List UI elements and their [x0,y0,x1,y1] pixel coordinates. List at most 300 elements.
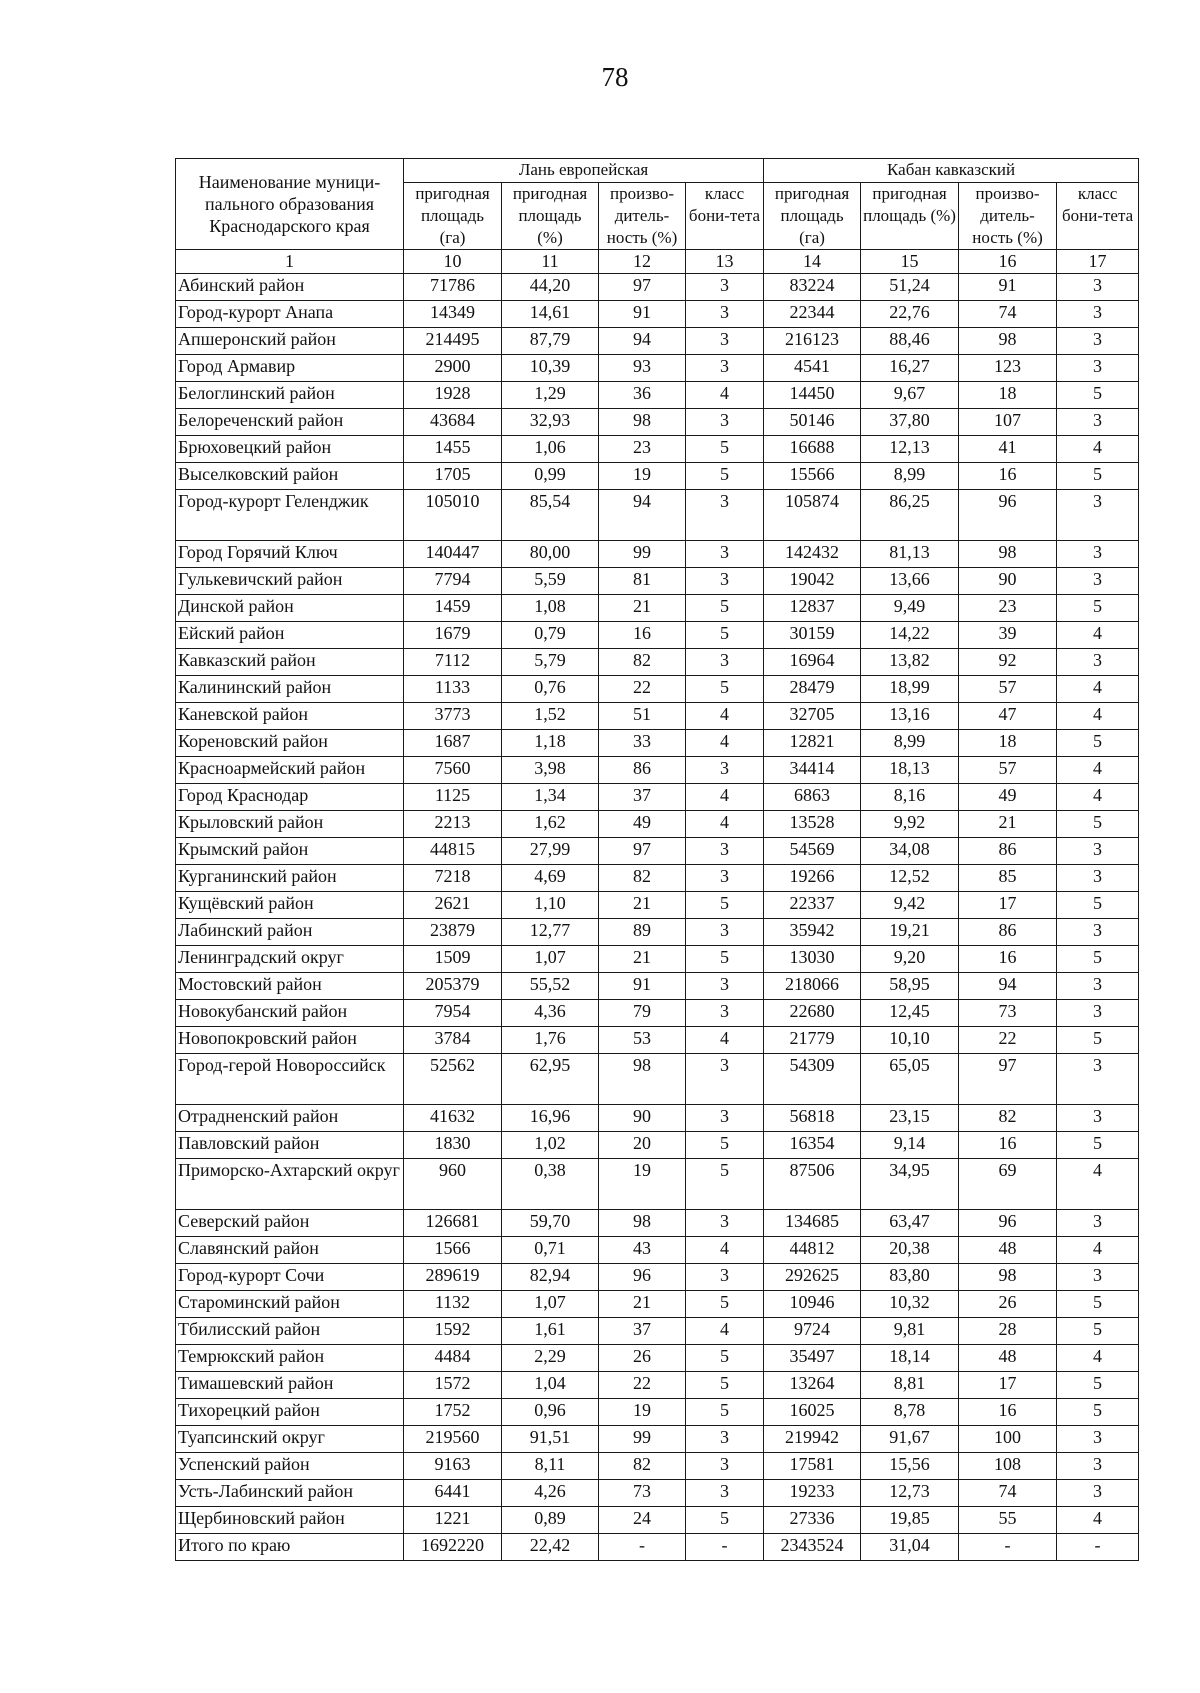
value-cell: 16964 [764,649,861,676]
value-cell: 4 [686,1027,764,1054]
value-cell: 94 [599,328,686,355]
game-suitability-table [175,158,1139,1561]
value-cell: 89 [599,919,686,946]
value-cell: 16354 [764,1132,861,1159]
value-cell: 87,79 [502,328,599,355]
value-cell: 1692220 [404,1534,502,1561]
value-cell: 3 [1057,919,1139,946]
value-cell: 34,08 [861,838,959,865]
value-cell: 19 [599,1399,686,1426]
value-cell: 4 [686,1237,764,1264]
value-cell: 2,29 [502,1345,599,1372]
table-row [176,1210,1139,1237]
value-cell: 1572 [404,1372,502,1399]
value-cell: 32705 [764,703,861,730]
value-cell: 80,00 [502,541,599,568]
value-cell: 13030 [764,946,861,973]
municipality-name-cell: Успенский район [176,1453,404,1480]
table-row [176,436,1139,463]
municipality-name-cell: Славянский район [176,1237,404,1264]
value-cell: 5 [686,622,764,649]
value-cell: 1705 [404,463,502,490]
table-row [176,355,1139,382]
value-cell: 3 [686,1264,764,1291]
value-cell: 7560 [404,757,502,784]
value-cell: 12,45 [861,1000,959,1027]
value-cell: 10,39 [502,355,599,382]
table-body [176,274,1139,1561]
value-cell: 17581 [764,1453,861,1480]
value-cell: 19,21 [861,919,959,946]
value-cell: 0,79 [502,622,599,649]
value-cell: 55 [959,1507,1057,1534]
value-cell: 9,49 [861,595,959,622]
municipality-name-cell: Северский район [176,1210,404,1237]
value-cell: 13264 [764,1372,861,1399]
value-cell: 5 [1057,730,1139,757]
value-cell: 16,27 [861,355,959,382]
municipality-name-cell: Отрадненский район [176,1105,404,1132]
value-cell: 1455 [404,436,502,463]
value-cell: 94 [959,973,1057,1000]
value-cell: 0,89 [502,1507,599,1534]
municipality-name-cell: Усть-Лабинский район [176,1480,404,1507]
municipality-name-cell: Курганинский район [176,865,404,892]
value-cell: 34,95 [861,1159,959,1210]
column-number: 10 [404,250,502,274]
value-cell: 3 [686,919,764,946]
value-cell: 54309 [764,1054,861,1105]
value-cell: 3773 [404,703,502,730]
value-cell: 105010 [404,490,502,541]
value-cell: 44815 [404,838,502,865]
table-row [176,919,1139,946]
value-cell: 3 [1057,1426,1139,1453]
value-cell: 9,67 [861,382,959,409]
value-cell: 22,42 [502,1534,599,1561]
value-cell: 0,38 [502,1159,599,1210]
table-row [176,892,1139,919]
value-cell: 5 [1057,1132,1139,1159]
value-cell: 3 [686,1105,764,1132]
municipality-name-cell: Кавказский район [176,649,404,676]
value-cell: 16 [959,946,1057,973]
value-cell: 108 [959,1453,1057,1480]
municipality-name-cell: Город Горячий Ключ [176,541,404,568]
value-cell: 13,16 [861,703,959,730]
municipality-name-cell: Итого по краю [176,1534,404,1561]
value-cell: 87506 [764,1159,861,1210]
value-cell: 0,71 [502,1237,599,1264]
value-cell: 7218 [404,865,502,892]
value-cell: 22 [959,1027,1057,1054]
table-row [176,1507,1139,1534]
municipality-name-cell: Калининский район [176,676,404,703]
value-cell: 22680 [764,1000,861,1027]
value-cell: 98 [599,409,686,436]
value-cell: 22 [599,1372,686,1399]
value-cell: 219560 [404,1426,502,1453]
value-cell: 98 [959,1264,1057,1291]
value-cell: 49 [959,784,1057,811]
value-cell: 16 [599,622,686,649]
value-cell: 3 [1057,409,1139,436]
municipality-name-cell: Лабинский район [176,919,404,946]
value-cell: 41 [959,436,1057,463]
table-row [176,811,1139,838]
value-cell: 91 [599,301,686,328]
value-cell: 20 [599,1132,686,1159]
value-cell: 3 [686,1210,764,1237]
municipality-name-cell: Тихорецкий район [176,1399,404,1426]
value-cell: 8,99 [861,463,959,490]
value-cell: 5 [686,1291,764,1318]
value-cell: 43 [599,1237,686,1264]
value-cell: 48 [959,1237,1057,1264]
value-cell: 1,76 [502,1027,599,1054]
sub-header: произво-дитель-ность (%) [599,183,686,250]
value-cell: 3 [1057,1105,1139,1132]
value-cell: 1,18 [502,730,599,757]
value-cell: 5 [1057,1027,1139,1054]
value-cell: 214495 [404,328,502,355]
value-cell: 3 [1057,490,1139,541]
value-cell: 5,59 [502,568,599,595]
value-cell: 3 [1057,274,1139,301]
value-cell: 48 [959,1345,1057,1372]
value-cell: 3 [686,355,764,382]
value-cell: 14349 [404,301,502,328]
value-cell: 7794 [404,568,502,595]
municipality-name-cell: Крыловский район [176,811,404,838]
value-cell: 12,73 [861,1480,959,1507]
value-cell: 1,34 [502,784,599,811]
table-row [176,1105,1139,1132]
value-cell: 33 [599,730,686,757]
value-cell: 9,92 [861,811,959,838]
table-row [176,1453,1139,1480]
value-cell: 3 [686,757,764,784]
value-cell: 18,14 [861,1345,959,1372]
table-row [176,1027,1139,1054]
value-cell: 90 [959,568,1057,595]
value-cell: 5 [686,946,764,973]
value-cell: 8,81 [861,1372,959,1399]
municipality-name-cell: Ейский район [176,622,404,649]
value-cell: 21 [599,892,686,919]
value-cell: 4 [1057,436,1139,463]
value-cell: 23 [959,595,1057,622]
value-cell: 5 [686,892,764,919]
value-cell: 17 [959,892,1057,919]
value-cell: 4,69 [502,865,599,892]
value-cell: 15,56 [861,1453,959,1480]
value-cell: 3 [1057,328,1139,355]
value-cell: 5 [1057,946,1139,973]
value-cell: 32,93 [502,409,599,436]
value-cell: 54569 [764,838,861,865]
value-cell: 5 [1057,463,1139,490]
value-cell: 1,04 [502,1372,599,1399]
table-row [176,463,1139,490]
value-cell: 142432 [764,541,861,568]
value-cell: 1,29 [502,382,599,409]
value-cell: 18 [959,382,1057,409]
value-cell: 12821 [764,730,861,757]
municipality-name-cell: Город Армавир [176,355,404,382]
municipality-name-cell: Каневской район [176,703,404,730]
value-cell: 5 [686,1507,764,1534]
value-cell: 12837 [764,595,861,622]
municipality-name-cell: Щербиновский район [176,1507,404,1534]
value-cell: 1687 [404,730,502,757]
value-cell: 3 [686,865,764,892]
value-cell: 30159 [764,622,861,649]
value-cell: 5 [1057,1399,1139,1426]
value-cell: 2621 [404,892,502,919]
value-cell: 3 [1057,568,1139,595]
value-cell: 4 [1057,1507,1139,1534]
value-cell: 4 [686,703,764,730]
value-cell: 5 [1057,1291,1139,1318]
value-cell: 3 [686,1054,764,1105]
value-cell: 1,61 [502,1318,599,1345]
value-cell: 4 [686,1318,764,1345]
table-row [176,1291,1139,1318]
value-cell: 8,16 [861,784,959,811]
value-cell: 1221 [404,1507,502,1534]
value-cell: 98 [959,328,1057,355]
value-cell: 73 [599,1480,686,1507]
value-cell: 126681 [404,1210,502,1237]
value-cell: 3 [1057,301,1139,328]
table-row [176,730,1139,757]
value-cell: 13,66 [861,568,959,595]
value-cell: 1,52 [502,703,599,730]
value-cell: 85 [959,865,1057,892]
value-cell: 3 [686,1453,764,1480]
value-cell: 4 [1057,1159,1139,1210]
value-cell: 23 [599,436,686,463]
value-cell: 5 [686,1159,764,1210]
column-number: 1 [176,250,404,274]
value-cell: 12,52 [861,865,959,892]
sub-header: класс бони-тета [686,183,764,250]
value-cell: 82 [599,865,686,892]
value-cell: 98 [599,1054,686,1105]
value-cell: 0,76 [502,676,599,703]
value-cell: 97 [959,1054,1057,1105]
value-cell: 96 [959,490,1057,541]
value-cell: 12,13 [861,436,959,463]
value-cell: 99 [599,541,686,568]
table-row [176,595,1139,622]
value-cell: 4 [686,784,764,811]
table-row [176,865,1139,892]
value-cell: 62,95 [502,1054,599,1105]
value-cell: - [959,1534,1057,1561]
value-cell: 218066 [764,973,861,1000]
value-cell: 5 [1057,892,1139,919]
value-cell: 21779 [764,1027,861,1054]
table-row [176,1480,1139,1507]
value-cell: 10,32 [861,1291,959,1318]
value-cell: 3 [686,838,764,865]
municipality-name-cell: Апшеронский район [176,328,404,355]
value-cell: 18,99 [861,676,959,703]
sub-header: произво-дитель-ность (%) [959,183,1057,250]
page-number: 78 [601,62,629,92]
value-cell: 3 [686,328,764,355]
table-row [176,490,1139,541]
value-cell: 57 [959,757,1057,784]
value-cell: 73 [959,1000,1057,1027]
value-cell: 3 [686,490,764,541]
group-header-roe-deer: Лань европейская [404,159,764,183]
value-cell: 5 [686,676,764,703]
value-cell: 216123 [764,328,861,355]
municipality-name-cell: Город-курорт Сочи [176,1264,404,1291]
table-row [176,676,1139,703]
municipality-name-cell: Туапсинский округ [176,1426,404,1453]
value-cell: 13528 [764,811,861,838]
column-number: 14 [764,250,861,274]
group-header-wild-boar: Кабан кавказский [764,159,1139,183]
value-cell: 3 [686,409,764,436]
column-number: 16 [959,250,1057,274]
value-cell: 86,25 [861,490,959,541]
table-row [176,382,1139,409]
value-cell: 2343524 [764,1534,861,1561]
value-cell: 6441 [404,1480,502,1507]
value-cell: - [1057,1534,1139,1561]
value-cell: 81,13 [861,541,959,568]
value-cell: 71786 [404,274,502,301]
value-cell: 37 [599,784,686,811]
value-cell: 23,15 [861,1105,959,1132]
value-cell: 1,06 [502,436,599,463]
value-cell: 205379 [404,973,502,1000]
value-cell: 19266 [764,865,861,892]
value-cell: 51,24 [861,274,959,301]
value-cell: 4 [1057,757,1139,784]
municipality-name-cell: Белоглинский район [176,382,404,409]
value-cell: 18,13 [861,757,959,784]
value-cell: 9,14 [861,1132,959,1159]
value-cell: 5,79 [502,649,599,676]
value-cell: 3 [1057,1264,1139,1291]
table-row [176,703,1139,730]
value-cell: 105874 [764,490,861,541]
municipality-name-cell: Мостовский район [176,973,404,1000]
table-row [176,973,1139,1000]
value-cell: 3 [686,274,764,301]
value-cell: 7112 [404,649,502,676]
value-cell: 289619 [404,1264,502,1291]
value-cell: 292625 [764,1264,861,1291]
value-cell: 1459 [404,595,502,622]
value-cell: 6863 [764,784,861,811]
value-cell: 9724 [764,1318,861,1345]
table-row [176,1426,1139,1453]
value-cell: 96 [959,1210,1057,1237]
municipality-name-cell: Город Краснодар [176,784,404,811]
municipality-name-cell: Город-герой Новороссийск [176,1054,404,1105]
value-cell: 14,61 [502,301,599,328]
value-cell: 3 [1057,865,1139,892]
value-cell: 123 [959,355,1057,382]
municipality-name-cell: Абинский район [176,274,404,301]
value-cell: 3 [1057,1480,1139,1507]
value-cell: 134685 [764,1210,861,1237]
table-row [176,541,1139,568]
value-cell: 1566 [404,1237,502,1264]
value-cell: 91,67 [861,1426,959,1453]
value-cell: 94 [599,490,686,541]
value-cell: 28 [959,1318,1057,1345]
value-cell: 3 [686,541,764,568]
table-row [176,1237,1139,1264]
column-number: 12 [599,250,686,274]
value-cell: 43684 [404,409,502,436]
value-cell: 26 [959,1291,1057,1318]
municipality-name-cell: Приморско-Ахтарский округ [176,1159,404,1210]
table-row [176,1000,1139,1027]
table-row [176,301,1139,328]
value-cell: 82,94 [502,1264,599,1291]
value-cell: 99 [599,1426,686,1453]
value-cell: 19 [599,1159,686,1210]
value-cell: 97 [599,274,686,301]
value-cell: 74 [959,301,1057,328]
value-cell: 19 [599,463,686,490]
column-number: 15 [861,250,959,274]
value-cell: 69 [959,1159,1057,1210]
value-cell: 22,76 [861,301,959,328]
value-cell: 960 [404,1159,502,1210]
value-cell: 3 [686,301,764,328]
value-cell: 47 [959,703,1057,730]
municipality-name-cell: Город-курорт Анапа [176,301,404,328]
value-cell: 21 [599,946,686,973]
value-cell: 12,77 [502,919,599,946]
value-cell: 4 [1057,676,1139,703]
value-cell: 82 [599,1453,686,1480]
value-cell: 19,85 [861,1507,959,1534]
value-cell: 37,80 [861,409,959,436]
value-cell: 1592 [404,1318,502,1345]
value-cell: 1,07 [502,1291,599,1318]
value-cell: 86 [959,919,1057,946]
value-cell: 91 [959,274,1057,301]
value-cell: 22 [599,676,686,703]
value-cell: 1125 [404,784,502,811]
municipality-name-cell: Староминский район [176,1291,404,1318]
value-cell: 2900 [404,355,502,382]
value-cell: 13,82 [861,649,959,676]
table-row [176,622,1139,649]
value-cell: 3 [1057,838,1139,865]
value-cell: 1133 [404,676,502,703]
value-cell: 18 [959,730,1057,757]
value-cell: 82 [959,1105,1057,1132]
value-cell: 16025 [764,1399,861,1426]
column-number: 17 [1057,250,1139,274]
municipality-name-cell: Выселковский район [176,463,404,490]
value-cell: 2213 [404,811,502,838]
value-cell: 16 [959,1132,1057,1159]
table-row [176,838,1139,865]
